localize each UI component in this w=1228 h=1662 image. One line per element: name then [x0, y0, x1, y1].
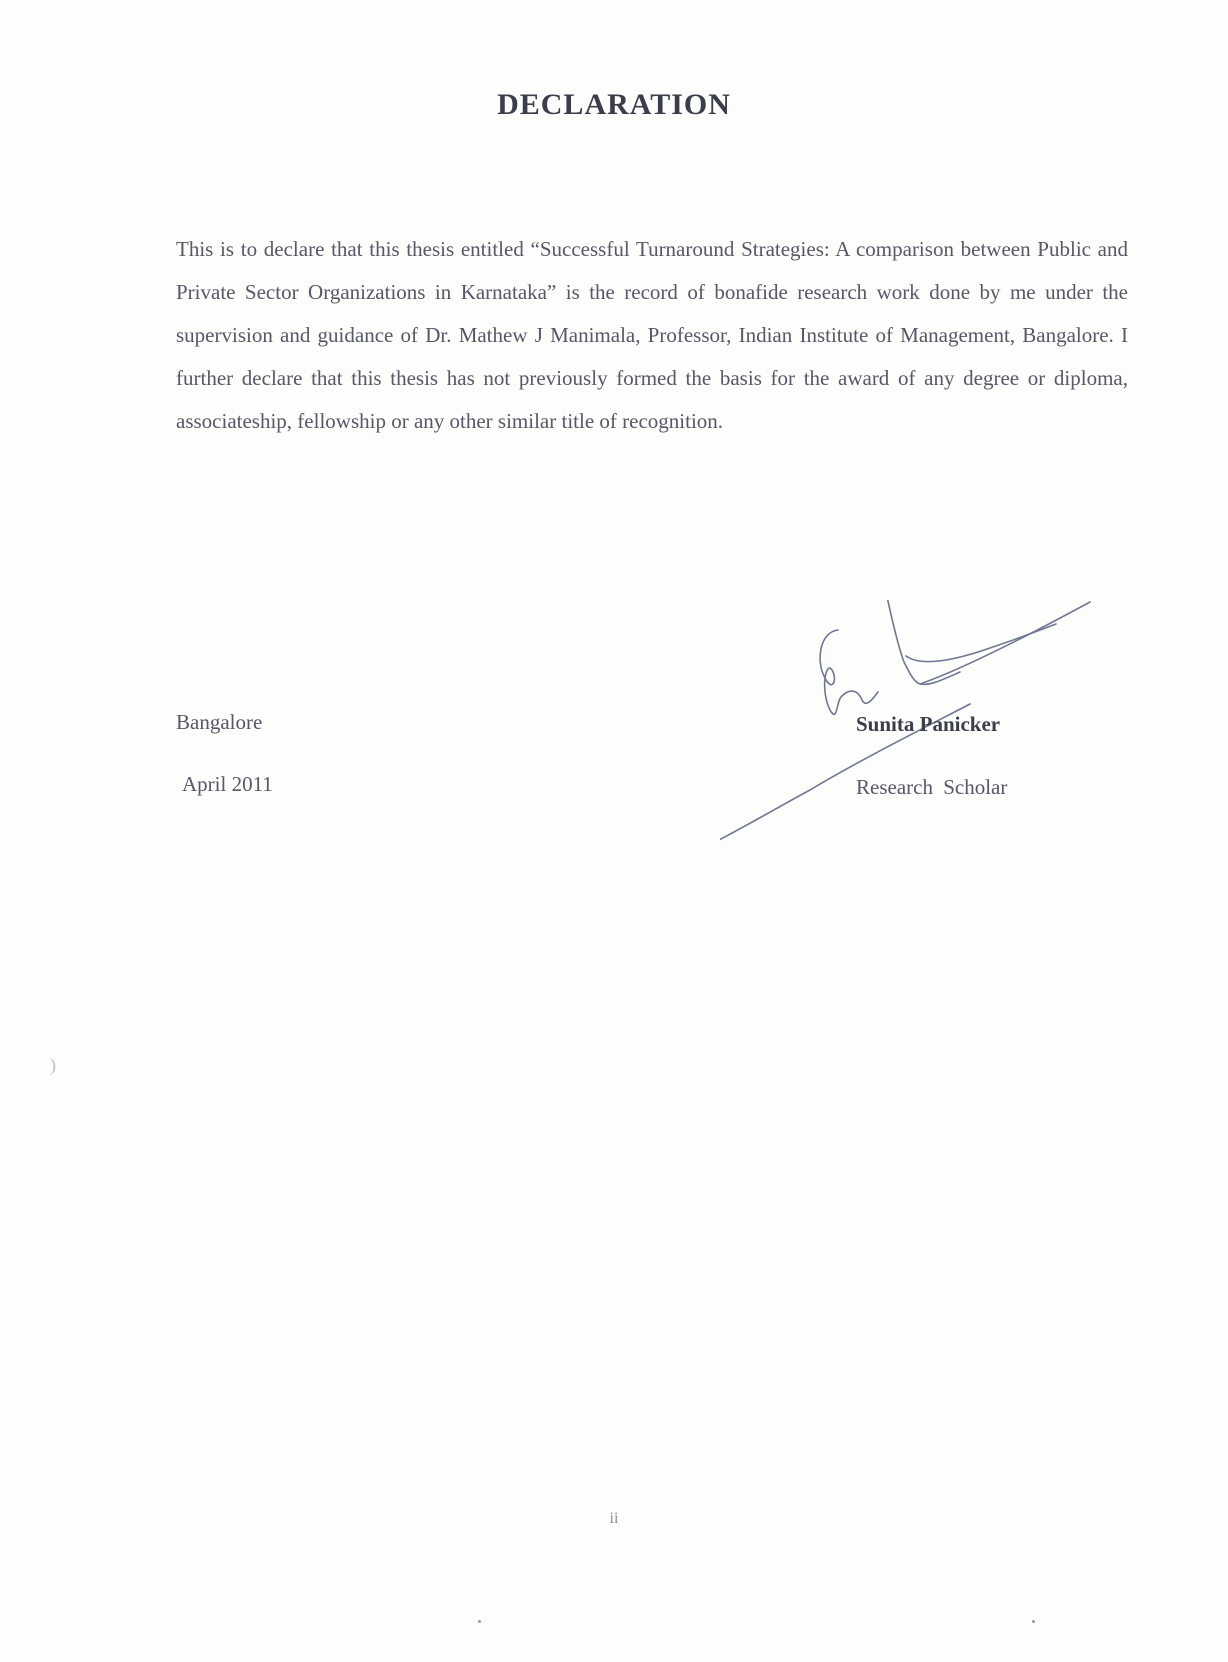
scan-edge-mark: ) [50, 1055, 56, 1075]
signer-role: Research Scholar [856, 775, 1008, 799]
signer-name: Sunita Panicker [856, 712, 1001, 736]
scan-speck [478, 1620, 481, 1623]
page-title: DECLARATION [497, 88, 731, 121]
scan-speck [1032, 1620, 1035, 1623]
declaration-paragraph: This is to declare that this thesis entitled “Successful Turnaround Strategies: A comparison between Public and Private Sector Organizations in Karnataka” is the record of bonafide research work done by me under the supervision and guidance of Dr. Mathew J Manimala, Professor, Indian Institute of Management, Bangalore. I further declare that this thesis has not previously formed the basis for the award of any degree or diploma, associateship, fellowship or any other similar title of recognition. [176, 237, 1128, 433]
page-number: ii [609, 1510, 619, 1527]
date-label: April 2011 [182, 772, 273, 796]
place-label: Bangalore [176, 710, 263, 734]
